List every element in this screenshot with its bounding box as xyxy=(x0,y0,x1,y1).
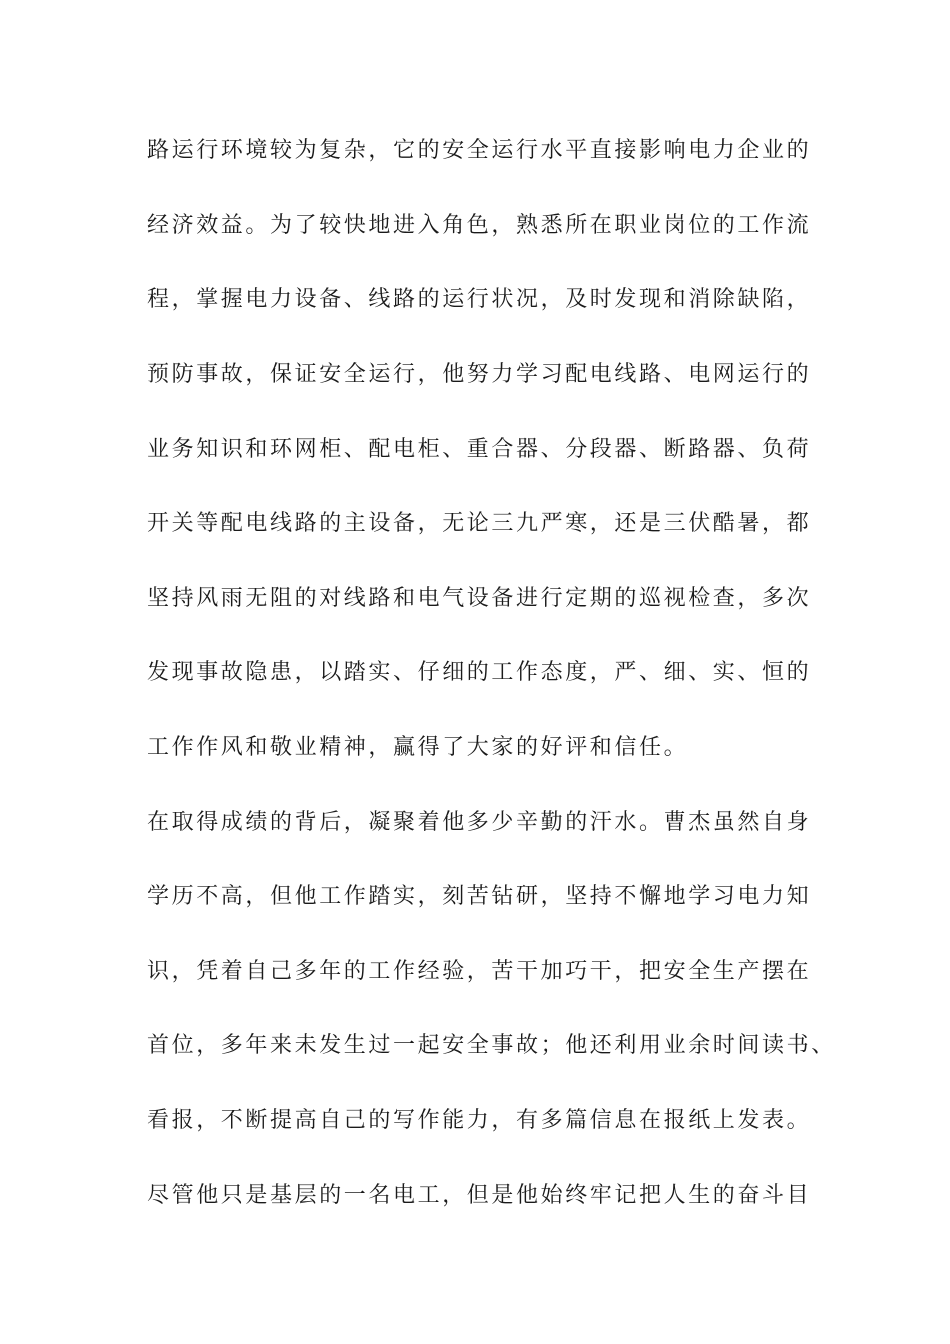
text-line: 业务知识和环网柜、配电柜、重合器、分段器、断路器、负荷 xyxy=(147,437,812,462)
text-line: 程，掌握电力设备、线路的运行状况，及时发现和消除缺陷， xyxy=(147,287,812,312)
text-line: 首位，多年来未发生过一起安全事故；他还利用业余时间读书、 xyxy=(147,1033,836,1058)
text-line: 坚持风雨无阻的对线路和电气设备进行定期的巡视检查，多次 xyxy=(147,586,812,611)
text-line: 学历不高，但他工作踏实，刻苦钻研，坚持不懈地学习电力知 xyxy=(147,884,812,909)
text-line: 在取得成绩的背后，凝聚着他多少辛勤的汗水。曹杰虽然自身 xyxy=(147,810,812,835)
text-line: 尽管他只是基层的一名电工，但是他始终牢记把人生的奋斗目 xyxy=(147,1183,812,1208)
text-line: 预防事故，保证安全运行，他努力学习配电线路、电网运行的 xyxy=(147,362,812,387)
text-line: 工作作风和敬业精神，赢得了大家的好评和信任。 xyxy=(147,735,689,760)
text-line: 看报，不断提高自己的写作能力，有多篇信息在报纸上发表。 xyxy=(147,1108,812,1133)
text-line: 识，凭着自己多年的工作经验，苦干加巧干，把安全生产摆在 xyxy=(147,959,812,984)
text-line: 经济效益。为了较快地进入角色，熟悉所在职业岗位的工作流 xyxy=(147,213,812,238)
text-line: 开关等配电线路的主设备，无论三九严寒，还是三伏酷暑，都 xyxy=(147,511,812,536)
text-line: 路运行环境较为复杂，它的安全运行水平直接影响电力企业的 xyxy=(147,138,812,163)
text-line: 发现事故隐患，以踏实、仔细的工作态度，严、细、实、恒的 xyxy=(147,660,812,685)
